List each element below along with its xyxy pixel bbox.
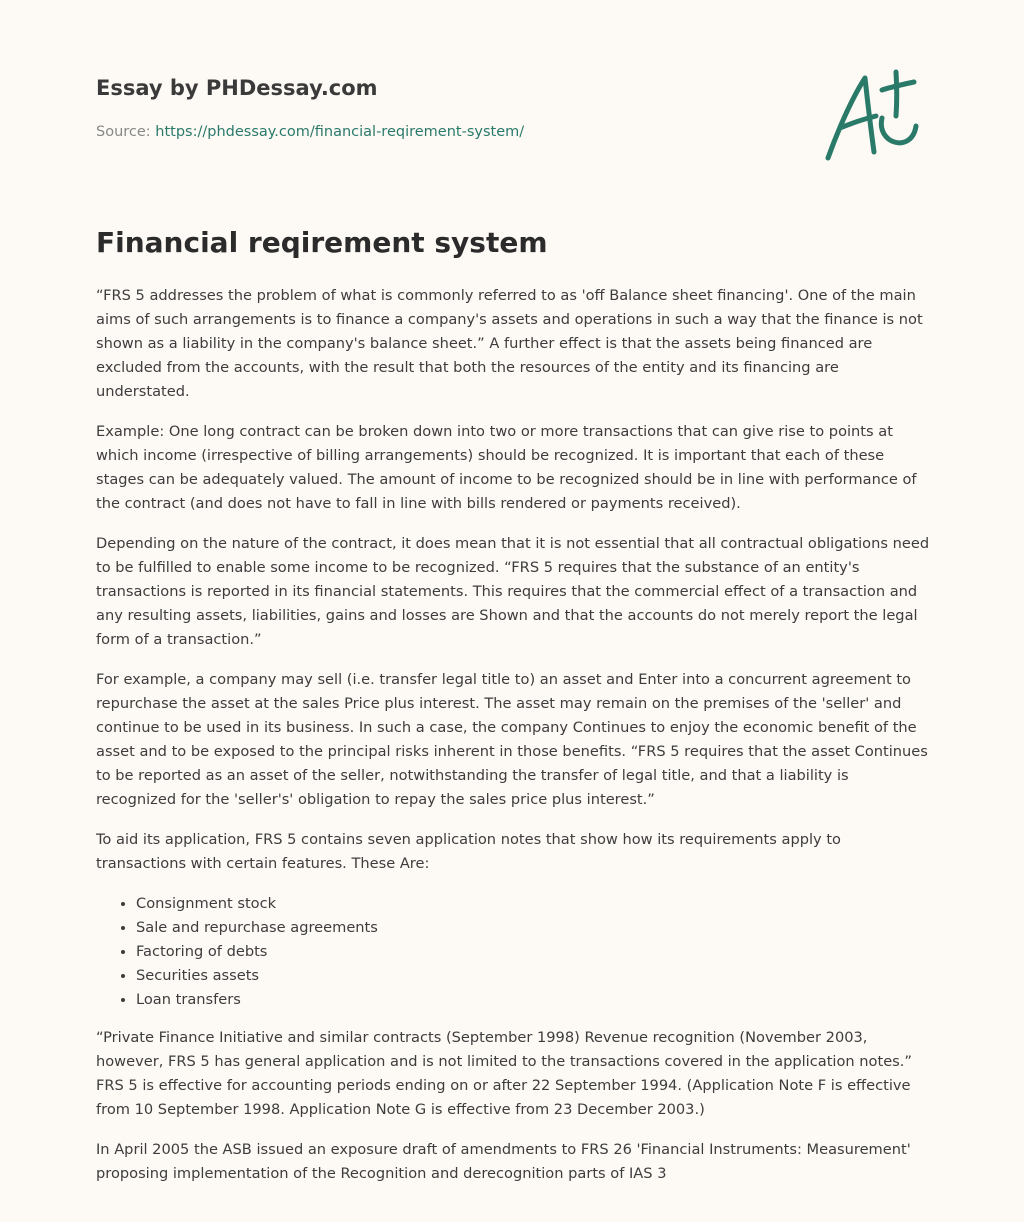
site-title: Essay by PHDessay.com	[96, 76, 378, 100]
essay-title: Financial reqirement system	[96, 226, 548, 259]
a-plus-grade-logo-icon	[818, 68, 928, 164]
paragraph: For example, a company may sell (i.e. transfer legal title to) an asset and Enter into a concurrent agreement to repurchase the asset at the sales Price plus interest. The asset may remain on the premises of the 'seller' and continue to be used in its business. In such a case, the company Continues to enjoy the economic benefit of the asset and to be exposed to the principal risks inherent in those benefits. “FRS 5 requires that the asset Continues to be reported as an asset of the seller, notwithstanding the transfer of legal title, and that a liability is recognized for the 'seller's' obligation to repay the sales price plus interest.”	[96, 671, 928, 808]
list-item: • Securities assets	[136, 964, 932, 988]
paragraph: Depending on the nature of the contract, it does mean that it is not essential that all contractual obligations need to be fulfilled to enable some income to be recognized. “FRS 5 requires that the substance of an entity's transactions is reported in its financial statements. This requires that the commercial effect of a transaction and any resulting assets, liabilities, gains and losses are Shown and that the accounts do not merely report the legal form of a transaction.”	[96, 535, 930, 648]
paragraph: Example: One long contract can be broken down into two or more transactions that can give rise to points at which income (irrespective of billing arrangements) should be recognized. It is important that each of these stages can be adequately valued. The amount of income to be recognized should be in line with performance of the contract (and does not have to fall in line with bills rendered or payments received).	[96, 423, 917, 512]
list-item: • Sale and repurchase agreements	[136, 916, 932, 940]
essay-body	[96, 284, 932, 1202]
source-line	[96, 124, 524, 140]
paragraph: “Private Finance Initiative and similar contracts (September 1998) Revenue recognition (November 2003, however, FRS 5 has general application and is not limited to the transactions covered in the application notes.” FRS 5 is effective for accounting periods ending on or after 22 September 1994. (Application Note F is effective from 10 September 1998. Application Note G is effective from 23 December 2003.)	[96, 1029, 912, 1118]
source-link[interactable]: https://phdessay.com/financial-reqirement-system/	[155, 124, 525, 140]
paragraph: “FRS 5 addresses the problem of what is commonly referred to as 'off Balance sheet financing'. One of the main aims of such arrangements is to finance a company's assets and operations in such a way that the finance is not shown as a liability in the company's balance sheet.” A further effect is that the assets being financed are excluded from the accounts, with the result that both the resources of the entity and its financing are understated.	[96, 287, 923, 400]
list-item: • Consignment stock	[136, 892, 932, 916]
list-item: • Factoring of debts	[136, 940, 932, 964]
list-item: • Loan transfers	[136, 988, 932, 1012]
source-label: Source:	[96, 124, 151, 140]
paragraph: In April 2005 the ASB issued an exposure draft of amendments to FRS 26 'Financial Instruments: Measurement' proposing implementation of the Recognition and derecognition parts of IAS 3	[96, 1141, 911, 1182]
application-notes-list	[96, 892, 932, 1012]
paragraph: To aid its application, FRS 5 contains seven application notes that show how its requirements apply to transactions with certain features. These Are:	[96, 831, 841, 872]
